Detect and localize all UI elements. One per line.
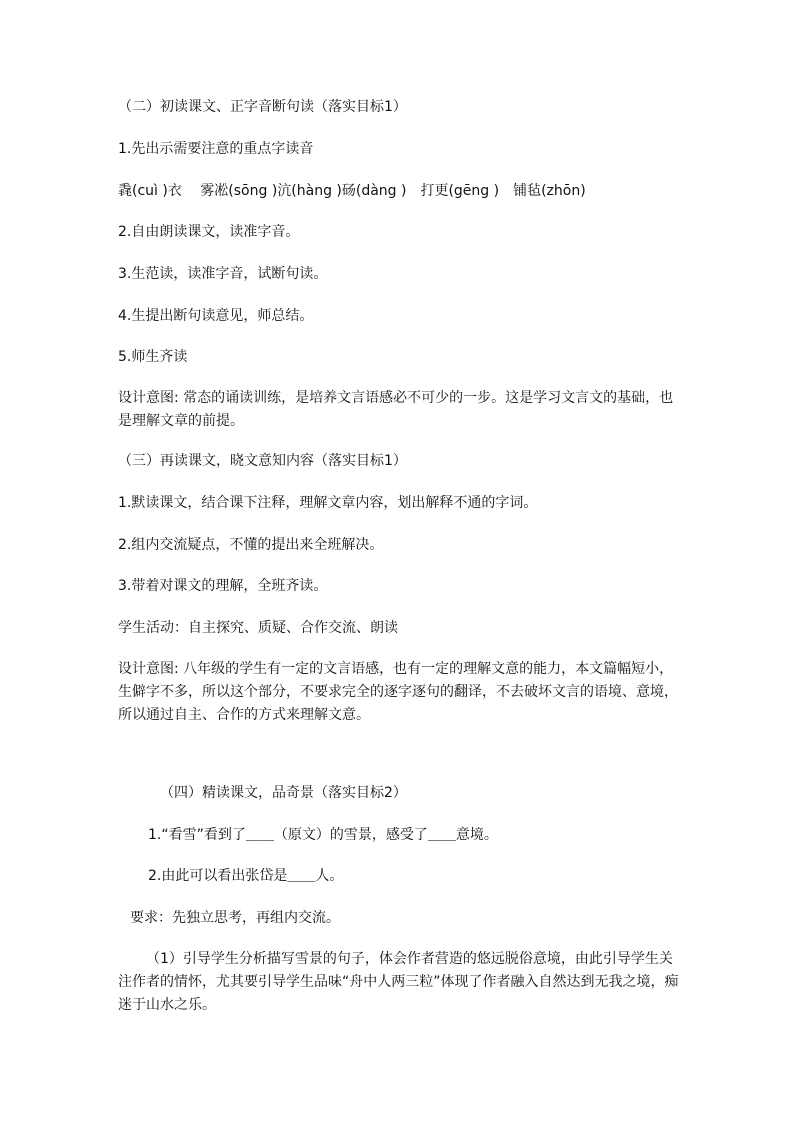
section2-item-3: 3.生范读，读准字音，试断句读。: [118, 266, 328, 282]
section4-item-1: 1.“看雪”看到了＿＿（原文）的雪景，感受了＿＿意境。: [148, 827, 498, 843]
section4-requirement: 要求：先独立思考，再组内交流。: [130, 910, 340, 926]
student-activity: 学生活动：自主探究、质疑、合作交流、朗读: [118, 620, 398, 636]
section3-item-1: 1.默读课文，结合课下注释，理解文章内容，划出解释不通的字词。: [118, 495, 538, 511]
section4-heading: （四）精读课文，品奇景（落实目标2）: [160, 785, 407, 801]
section3-heading: （三）再读课文，晓文意知内容（落实目标1）: [118, 453, 407, 469]
section2-item-1: 1.先出示需要注意的重点字读音: [118, 141, 314, 157]
section3-item-2: 2.组内交流疑点，不懂的提出来全班解决。: [118, 537, 384, 553]
section3-item-3: 3.带着对课文的理解，全班齐读。: [118, 578, 328, 594]
section4-guide: （1）引导学生分析描写雪景的句子，体会作者营造的悠远脱俗意境，由此引导学生关注作者的情怀，尤其要引导学生品味“舟中人两三粒”体现了作者融入自然达到无我之境，痴迷于山水之乐。: [118, 951, 679, 1013]
section2-heading: （二）初读课文、正字音断句读（落实目标1）: [118, 99, 407, 115]
section2-item-5: 5.师生齐读: [118, 349, 188, 365]
pronunciation-list: 毳(cuì )衣 雾凇(sōng )沆(hàng )砀(dàng ) 打更(gēng ) 铺毡(zhōn): [118, 183, 586, 199]
section4-item-2: 2.由此可以看出张岱是＿＿人。: [148, 868, 344, 884]
section2-item-2: 2.自由朗读课文，读准字音。: [118, 224, 300, 240]
section2-design-intent: 设计意图: 常态的诵读训练，是培养文言语感必不可少的一步。这是学习文言文的基础，也是理解文章的前提。: [118, 390, 674, 429]
section2-item-4: 4.生提出断句读意见，师总结。: [118, 308, 314, 324]
section3-design-intent: 设计意图: 八年级的学生有一定的文言语感，也有一定的理解文意的能力，本文篇幅短小，生僻字不多，所以这个部分，不要求完全的逐字逐句的翻译，不去破坏文言的语境、意境，所以通过自主、合作的方式来理解文意。: [118, 661, 678, 723]
